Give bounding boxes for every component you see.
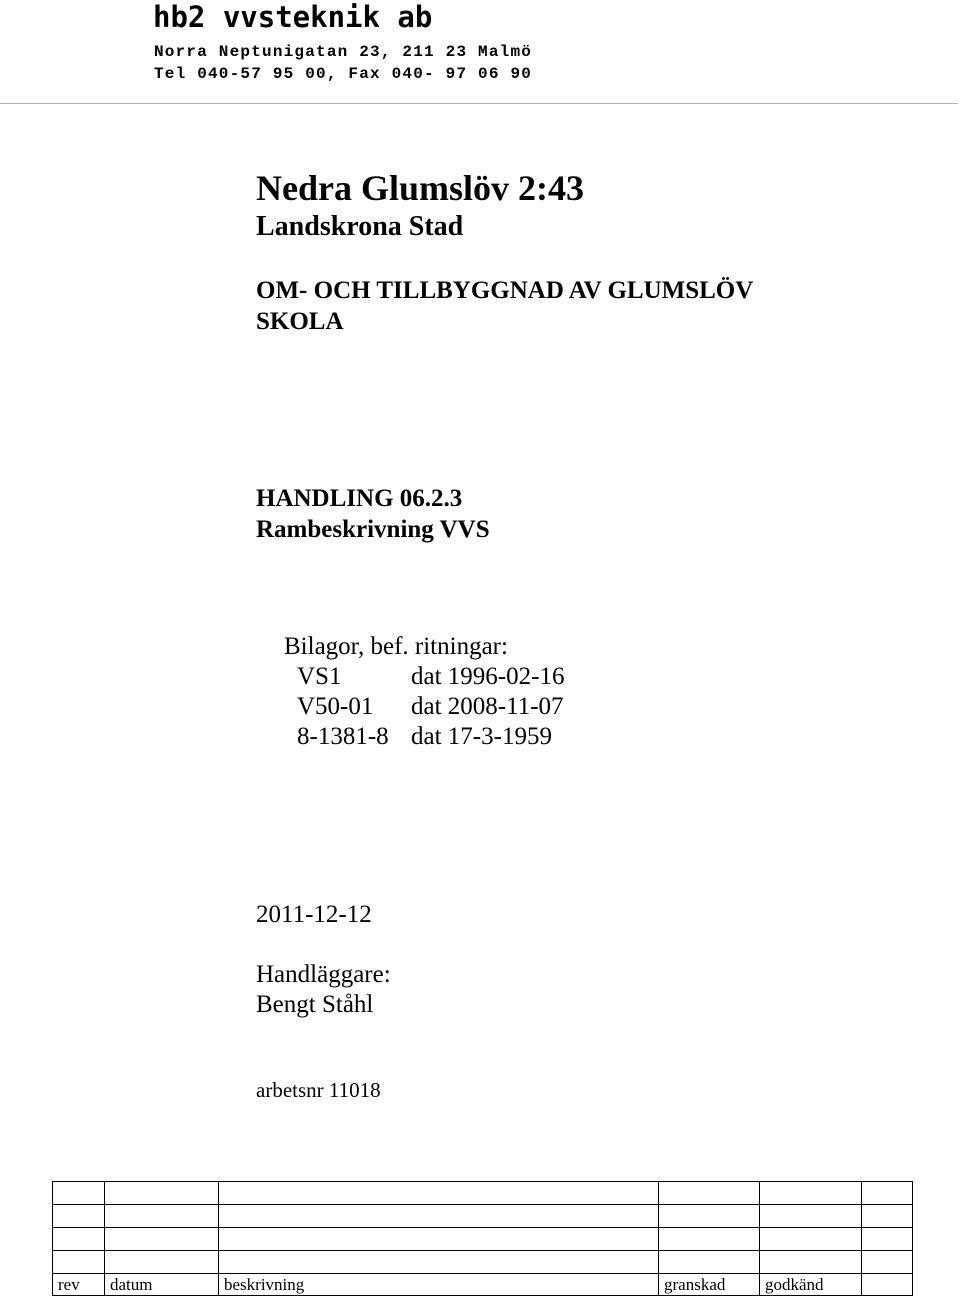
table-cell <box>862 1182 913 1205</box>
revision-header-row <box>53 1274 913 1296</box>
attachment-date: dat 2008-11-07 <box>411 693 564 720</box>
table-cell <box>659 1228 760 1251</box>
table-cell <box>105 1205 219 1228</box>
table-cell <box>760 1182 862 1205</box>
company-contact: Tel 040-57 95 00, Fax 040- 97 06 90 <box>154 65 533 83</box>
table-cell <box>219 1251 659 1274</box>
header-datum: datum <box>105 1274 219 1296</box>
attachment-item <box>297 692 564 722</box>
job-number: arbetsnr 11018 <box>256 1078 381 1102</box>
project-client: Landskrona Stad <box>256 211 464 242</box>
table-cell <box>53 1228 105 1251</box>
header-empty <box>862 1274 913 1296</box>
revision-row <box>53 1205 913 1228</box>
table-cell <box>862 1228 913 1251</box>
table-cell <box>760 1228 862 1251</box>
handling-number: HANDLING 06.2.3 <box>256 485 463 512</box>
attachment-id: V50-01 <box>297 693 374 720</box>
table-cell <box>219 1228 659 1251</box>
attachment-date: dat 17-3-1959 <box>411 723 552 750</box>
attachment-item <box>297 722 564 752</box>
header-beskrivning: beskrivning <box>219 1274 659 1296</box>
header-divider <box>0 103 958 104</box>
table-cell <box>105 1182 219 1205</box>
revision-row <box>53 1182 913 1205</box>
header-granskad: granskad <box>659 1274 760 1296</box>
attachment-id: 8-1381-8 <box>297 723 389 750</box>
table-cell <box>659 1205 760 1228</box>
company-name: hb2 vvsteknik ab <box>153 0 433 34</box>
attachments-heading: Bilagor, bef. ritningar: <box>284 633 508 660</box>
table-cell <box>219 1205 659 1228</box>
revision-row <box>53 1251 913 1274</box>
header-godkand: godkänd <box>760 1274 862 1296</box>
table-cell <box>219 1182 659 1205</box>
table-cell <box>53 1205 105 1228</box>
table-cell <box>862 1205 913 1228</box>
attachment-id: VS1 <box>297 663 342 690</box>
table-cell <box>659 1251 760 1274</box>
table-cell <box>53 1182 105 1205</box>
table-cell <box>105 1251 219 1274</box>
table-cell <box>862 1251 913 1274</box>
revision-row <box>53 1228 913 1251</box>
project-property: Nedra Glumslöv 2:43 <box>256 168 584 208</box>
table-cell <box>53 1251 105 1274</box>
document-date: 2011-12-12 <box>256 901 372 928</box>
project-description: OM- OCH TILLBYGGNAD AV GLUMSLÖV SKOLA <box>256 277 753 335</box>
revision-table <box>52 1181 913 1296</box>
table-cell <box>760 1251 862 1274</box>
attachment-date: dat 1996-02-16 <box>411 663 565 690</box>
table-cell <box>760 1205 862 1228</box>
header-rev: rev <box>53 1274 105 1296</box>
handler-label: Handläggare: <box>256 961 391 988</box>
handler-name: Bengt Ståhl <box>256 991 374 1018</box>
attachment-item <box>297 662 564 692</box>
table-cell <box>105 1228 219 1251</box>
document-title: Rambeskrivning VVS <box>256 516 490 543</box>
table-cell <box>659 1182 760 1205</box>
company-address: Norra Neptunigatan 23, 211 23 Malmö <box>154 43 533 61</box>
attachments-list <box>297 662 564 752</box>
